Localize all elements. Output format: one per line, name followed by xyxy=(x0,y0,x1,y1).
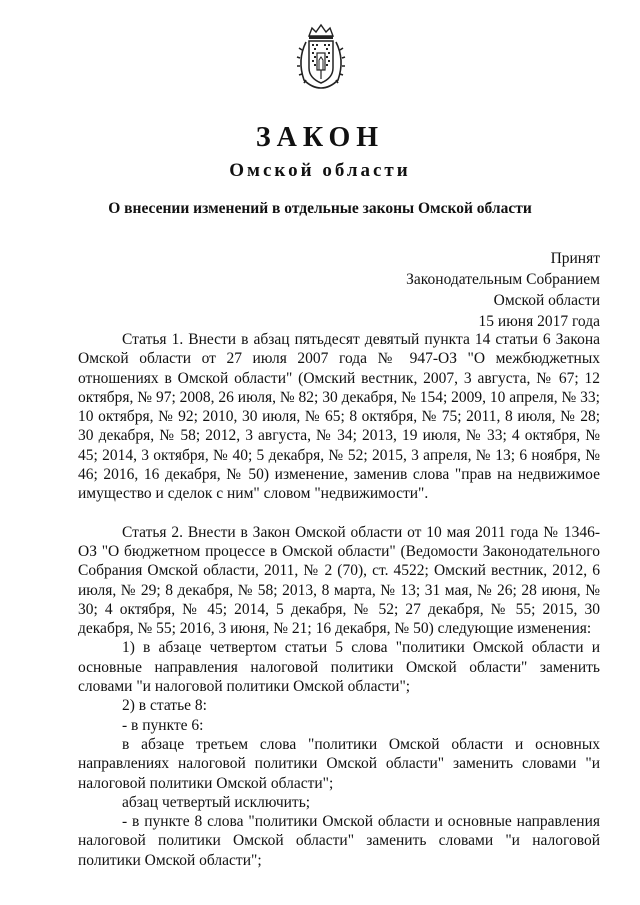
law-name: О внесении изменений в отдельные законы Омской области xyxy=(108,200,532,217)
article-1: Статья 1. Внести в абзац пятьдесят девятый пункта 14 статьи 6 Закона Омской области от 27 июля 2007 года № 947-ОЗ "О межбюджетных отношениях в Омской области" (Омский вестник, 2007, 3 августа, № 67; 12 октября, № 97; 2008, 26 июля, № 82; 30 декабря, № 154; 2009, 10 апреля, № 33; 10 октября, № 92; 2010, 30 июля, № 65; 8 октября, № 75; 2011, 8 июля, № 28; 30 декабря, № 58; 2012, 3 августа, № 34; 2013, 19 июля, № 33; 4 октября, № 45; 2014, 3 октября, № 40; 5 декабря, № 52; 2015, 3 апреля, № 13; 6 ноября, № 46; 2016, 16 декабря, № 50) изменение, заменив слова "прав на недвижимое имущество и сделок с ним" словом "недвижимости". xyxy=(78,331,600,503)
adoption-line: Принят xyxy=(550,250,600,267)
adoption-line: Омской области xyxy=(493,292,600,309)
document-title: ЗАКОН xyxy=(255,122,385,153)
list-item: - в пункте 6: xyxy=(122,716,204,734)
list-item: - в пункте 8 слова "политики Омской области и основные направления налоговой политики Омской области" заменить словами "и налоговой политики Омской области"; xyxy=(78,813,600,869)
omsk-coat-of-arms-icon xyxy=(294,22,348,92)
list-item: 1) в абзаце четвертом статьи 5 слова "политики Омской области и основные направления налоговой политики Омской области" заменить словами "и налоговой политики Омской области"; xyxy=(78,639,600,696)
adoption-line: Законодательным Собранием xyxy=(406,271,600,288)
article-2: Статья 2. Внести в Закон Омской области от 10 мая 2011 года № 1346-ОЗ "О бюджетном процессе в Омской области" (Ведомости Законодательного Собрания Омской области, 2011, № 2 (70), ст. 4522; Омский вестник, 2012, 6 июля, № 29; 8 декабря, № 58; 2013, 8 марта, № 13; 31 мая, № 26; 28 июня, № 30; 4 октября, № 45; 2014, 5 декабря, № 52; 27 декабря, № 55; 2015, 30 декабря, № 55; 2016, 3 июня, № 21; 16 декабря, № 50) следующие изменения: xyxy=(78,523,600,638)
adoption-block xyxy=(406,248,600,332)
list-item: 2) в статье 8: xyxy=(122,697,207,715)
list-item: в абзаце третьем слова "политики Омской области и основных направлениях налоговой политики Омской области" заменить словами "и налоговой политики Омской области"; xyxy=(78,735,600,792)
list-item: абзац четвертый исключить; xyxy=(122,793,311,811)
document-body xyxy=(78,330,600,870)
document-subtitle: Омской области xyxy=(229,160,411,181)
adoption-date: 15 июня 2017 года xyxy=(478,313,600,330)
